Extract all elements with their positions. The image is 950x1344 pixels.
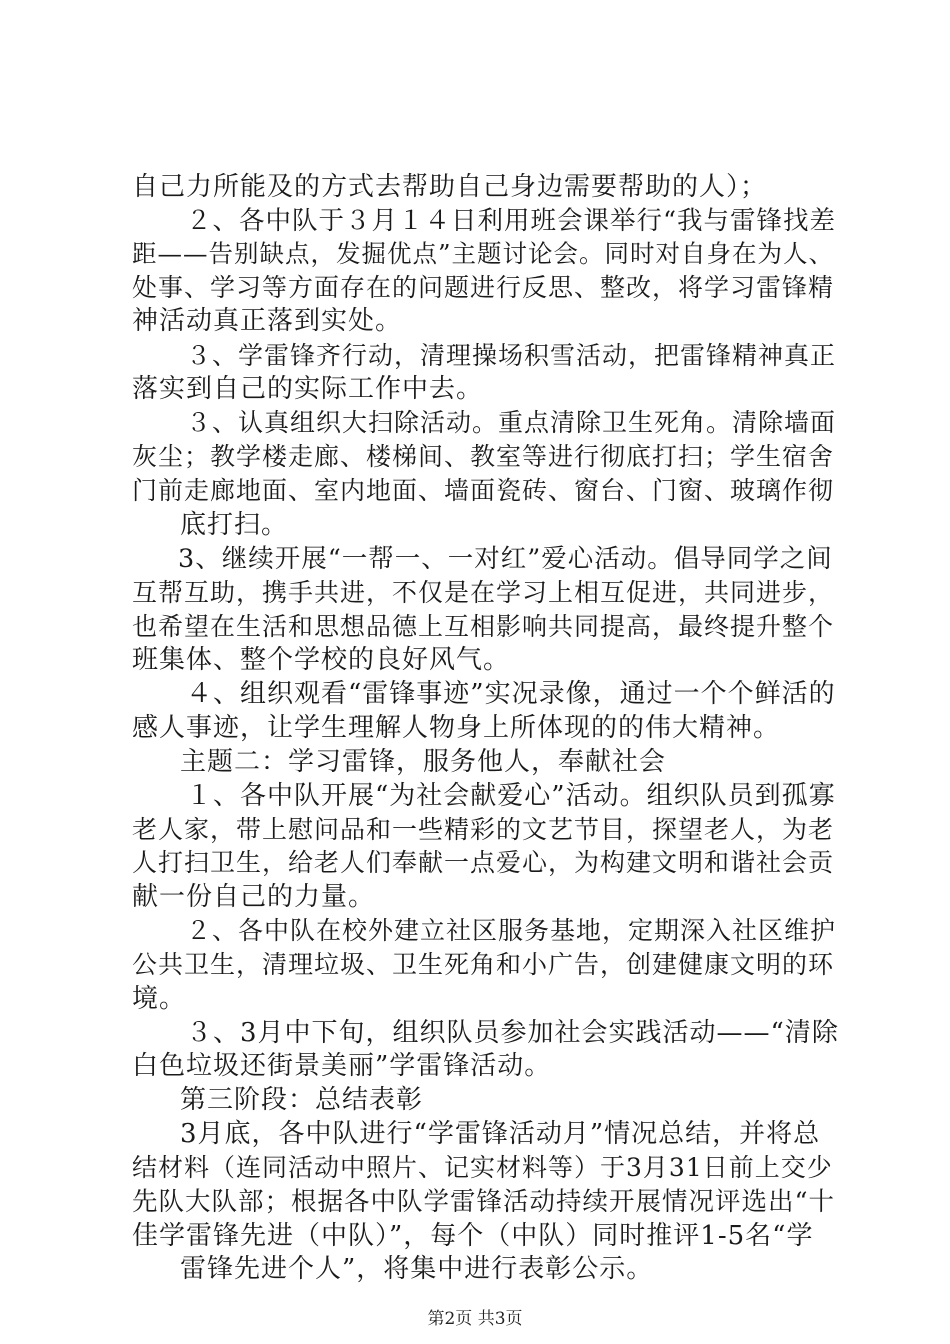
text-line: 底打扫。 xyxy=(180,510,289,540)
text-line: 老人家，带上慰问品和一些精彩的文艺节目，探望老人，为老 xyxy=(132,815,835,844)
text-line: 自己力所能及的方式去帮助自己身边需要帮助的人）； xyxy=(132,172,768,202)
text-line: 距——告别缺点，发掘优点”主题讨论会。同时对自身在为人、 xyxy=(132,239,835,268)
text-line: ３、学雷锋齐行动，清理操场积雪活动，把雷锋精神真正 xyxy=(186,341,837,370)
text-line: 互帮互助，携手共进，不仅是在学习上相互促进，共同进步， xyxy=(132,578,835,607)
text-line: 境。 xyxy=(132,984,187,1014)
section-heading: 第三阶段：总结表彰 xyxy=(180,1085,424,1115)
text-line: 落实到自己的实际工作中去。 xyxy=(132,374,484,404)
text-line: 3月底，各中队进行“学雷锋活动月”情况总结，并将总 xyxy=(180,1119,821,1149)
text-line: 门前走廊地面、室内地面、墙面瓷砖、窗台、门窗、玻璃作彻 xyxy=(132,476,835,505)
text-line: 班集体、整个学校的良好风气。 xyxy=(132,645,511,675)
text-line: 雷锋先进个人”，将集中进行表彰公示。 xyxy=(180,1254,654,1284)
page-number-footer: 第2页 共3页 xyxy=(427,1309,523,1329)
text-line: 佳学雷锋先进（中队）”，每个（中队）同时推评1-5名“学 xyxy=(132,1221,814,1251)
text-line: 献一份自己的力量。 xyxy=(132,882,376,912)
text-line: 白色垃圾还街景美丽”学雷锋活动。 xyxy=(132,1051,552,1081)
text-line: １、各中队开展“为社会献爱心”活动。组织队员到孤寡 xyxy=(186,781,836,811)
text-line: 人打扫卫生，给老人们奉献一点爱心，为构建文明和谐社会贡 xyxy=(132,848,835,877)
section-heading: 主题二：学习雷锋，服务他人，奉献社会 xyxy=(180,747,667,777)
text-line: 公共卫生，清理垃圾、卫生死角和小广告，创建健康文明的环 xyxy=(132,950,835,979)
text-line: 处事、学习等方面存在的问题进行反思、整改，将学习雷锋精 xyxy=(132,273,835,302)
text-line: 3、继续开展“一帮一、一对红”爱心活动。倡导同学之间 xyxy=(178,544,833,574)
text-line: 神活动真正落到实处。 xyxy=(132,306,403,336)
text-line: ４、组织观看“雷锋事迹”实况录像，通过一个个鲜活的 xyxy=(186,679,836,709)
text-line: 先队大队部；根据各中队学雷锋活动持续开展情况评选出“十 xyxy=(132,1187,836,1217)
text-line: 灰尘；教学楼走廊、楼梯间、教室等进行彻底打扫；学生宿舍 xyxy=(132,442,835,471)
text-line: ３、认真组织大扫除活动。重点清除卫生死角。清除墙面 xyxy=(186,408,837,437)
text-line: 感人事迹，让学生理解人物身上所体现的的伟大精神。 xyxy=(132,713,781,743)
text-line: ２、各中队在校外建立社区服务基地，定期深入社区维护 xyxy=(186,916,837,945)
text-line: 也希望在生活和思想品德上互相影响共同提高，最终提升整个 xyxy=(132,612,835,641)
text-line: 结材料（连同活动中照片、记实材料等）于3月31日前上交少 xyxy=(132,1153,833,1182)
text-line: ２、各中队于３月１４日利用班会课举行“我与雷锋找差 xyxy=(186,206,837,236)
text-line: ３、3月中下旬，组织队员参加社会实践活动——“清除 xyxy=(186,1018,839,1048)
